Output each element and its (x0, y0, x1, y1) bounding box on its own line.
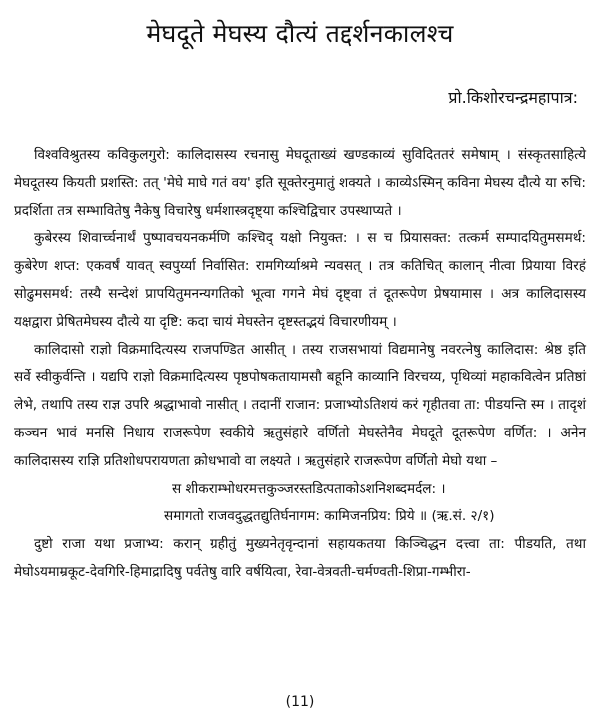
page-number: (11) (285, 694, 315, 710)
verse-line-1: स शीकराम्भोधरमत्तकुञ्जरस्तडित्पताकोऽशनिशब्दमर्दल: । (172, 480, 446, 497)
paragraph-story: कुबेरस्य शिवार्च्चनार्थं पुष्पावचयनकर्मणि कश्चिद् यक्षो नियुक्त: । स च प्रियासक्त: तत्कर्म सम्पादयितुमसमर्थ: कुबेरेण शप्त: एकवर्षं यावत् स्वपुर्य्या निर्वासित: रामगिर्य्याश्रमे न्यवसत् । तत्र कतिचित् कालान् नीत्वा प्रियाया विरहं सोढुमसमर्थ: तस्यै सन्देशं प्रापयितुमनन्यगतिको भूत्वा गगने मेघं दृष्ट्वा तं दूतरूपेण प्रेषयामास । अत्र कालिदासस्य यक्षद्वारा प्रेषितमेघस्य दौत्ये या दृष्टि: कदा चायं मेघस्तेन दृष्टस्तद्भयं विचारणीयम् । (14, 230, 586, 330)
paragraph-intro: विश्वविश्रुतस्य कविकुलगुरो: कालिदासस्य रचनासु मेघदूताख्यं खण्डकाव्यं सुविदिततरं समेषाम् । संस्कृतसाहित्ये मेघदूतस्य कियती प्रशस्ति: तत् 'मेघे माघे गतं वय' इति सूक्तेरनुमातुं शक्यते । काव्येऽस्मिन् कविना मेघस्य दौत्ये या रुचि: प्रदर्शिता तत्र सम्भावितेषु नैकेषु विचारेषु धर्मशास्त्रदृष्ट्या कश्चिद्विचार उपस्थाप्यते । (14, 147, 586, 219)
body-text (14, 142, 586, 587)
paragraph-closing: दुष्टो राजा यथा प्रजाभ्य: करान् ग्रहीतुं मुख्यनेतृवृन्दानां सहायकतया किञ्चिद्धन दत्त्वा ता: पीडयति, तथा मेघोऽयमाम्रकूट-देवगिरि-हिमाद्रादिषु पर्वतेषु वारि वर्षयित्वा, रेवा-वेत्रवती-चर्मण्वती-शिप्रा-गम्भीरा- (14, 536, 586, 580)
author-name: प्रो.किशोरचन्द्रमहापात्र: (448, 88, 578, 107)
verse-line-2: समागतो राजवदुद्धतद्युतिर्घनागम: कामिजनप्रिय: प्रिये ॥ (ऋ.सं. २/१) (164, 508, 495, 525)
page-title: मेघदूते मेघस्य दौत्यं तद्दर्शनकालश्च (146, 19, 454, 48)
paragraph-kalidasa: कालिदासो राज्ञो विक्रमादित्यस्य राजपण्डित आसीत् । तस्य राजसभायां विद्यमानेषु नवरत्नेषु कालिदास: श्रेष्ठ इति सर्वे स्वीकुर्वन्ति । यद्यपि राज्ञो विक्रमादित्यस्य पृष्ठपोषकतायामसौ बहूनि काव्यानि विरचय्य, पृथिव्यां महाकवित्वेन प्रतिष्ठां लेभे, तथापि तस्य राज्ञ उपरि श्रद्धाभावो नासीत् । तदानीं राजान: प्रजाभ्योऽतिशयं करं गृहीतवा ता: पीडयन्ति स्म । तादृशं कञ्चन भावं मनसि निधाय राजरूपेण स्वकीये ऋतुसंहारे वर्णितो मेघस्तेनैव मेघदूते दूतरूपेण वर्णित: । अनेन कालिदासस्य राज्ञि प्रतिशोधपरायणता क्रोधभावो वा लक्ष्यते । ऋतुसंहारे राजरूपेण वर्णितो मेघो यथा – (14, 341, 586, 469)
